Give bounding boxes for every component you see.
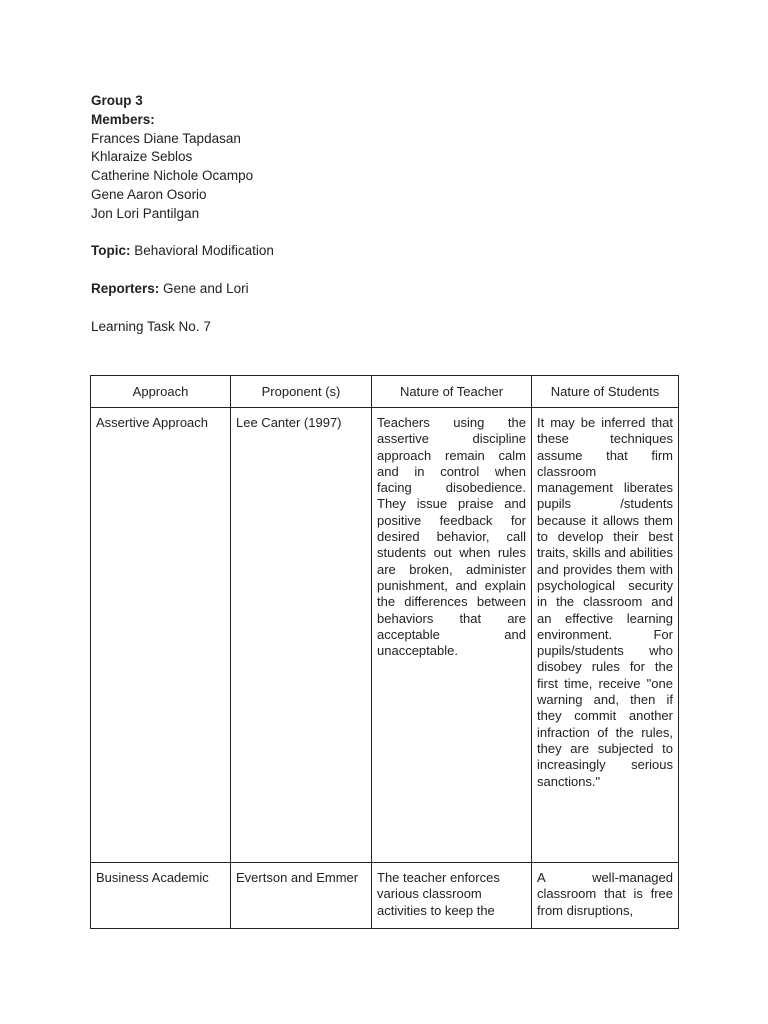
header-nature-of-students: Nature of Students [532, 376, 679, 408]
topic-label: Topic: [91, 243, 131, 259]
student-nature-cell: A well-managed classroom that is free from disruptions, [532, 863, 679, 929]
header-nature-of-teacher: Nature of Teacher [372, 376, 532, 408]
member-name: Frances Diane Tapdasan [91, 130, 241, 146]
reporters-label: Reporters: [91, 280, 160, 296]
header-approach: Approach [91, 376, 231, 408]
member-name: Catherine Nichole Ocampo [91, 168, 254, 184]
table-row [91, 863, 679, 929]
student-nature-cell: It may be inferred that these techniques assume that firm classroom management liberates pupils /students because it allows them to develop their best traits, skills and abilities and provides them with psychological security in the classroom and an effective learning environment. For pupils/students who disobey rules for the first time, receive "one warning and, then if they commit another infraction of the rules, they are subjected to increasingly serious sanctions." [532, 408, 679, 863]
member-name: Khlaraize Seblos [91, 149, 193, 165]
member-name: Jon Lori Pantilgan [91, 205, 200, 221]
reporters-value: Gene and Lori [163, 280, 249, 296]
group-title: Group 3 [91, 93, 143, 108]
table-row [91, 408, 679, 863]
member-name: Gene Aaron Osorio [91, 186, 207, 202]
members-label: Members: [91, 111, 155, 127]
teacher-nature-cell: The teacher enforces various classroom activities to keep the [372, 863, 532, 929]
teacher-nature-cell: Teachers using the assertive discipline approach remain calm and in control when facing disobedience. They issue praise and positive feedback for desired behavior, call students out when rules are broken, administer punishment, and explain the differences between behaviors that are acceptable and unacceptable. [372, 408, 532, 863]
approach-table [90, 375, 679, 929]
proponent-cell: Evertson and Emmer [231, 863, 372, 929]
learning-task-title: Learning Task No. 7 [91, 318, 211, 334]
header-proponent: Proponent (s) [231, 376, 372, 408]
document-header [91, 92, 691, 337]
topic-line [91, 242, 691, 261]
table-header-row [91, 376, 679, 408]
topic-value: Behavioral Modification [134, 243, 274, 259]
approach-cell: Assertive Approach [91, 408, 231, 863]
reporters-line [91, 280, 691, 299]
approach-cell: Business Academic [91, 863, 231, 929]
proponent-cell: Lee Canter (1997) [231, 408, 372, 863]
